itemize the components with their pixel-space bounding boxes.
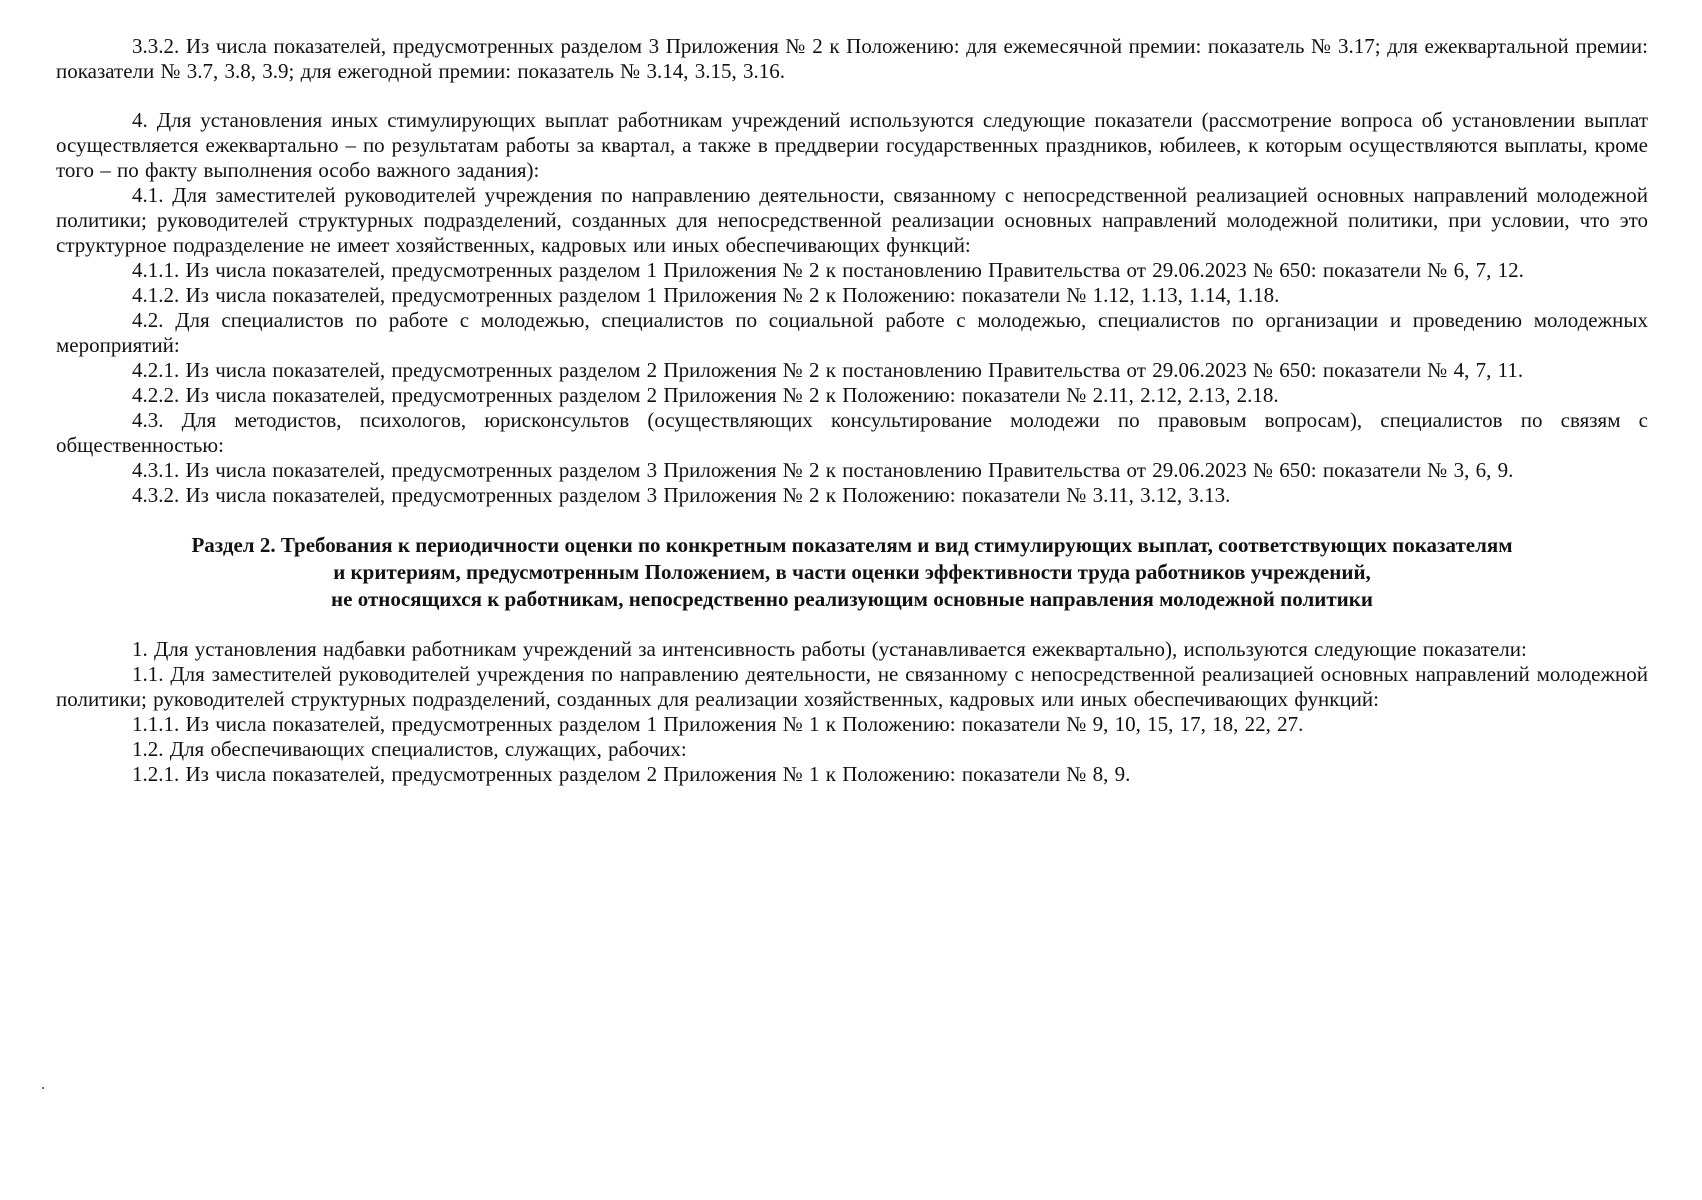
paragraph-s2-1-2-1: 1.2.1. Из числа показателей, предусмотренных разделом 2 Приложения № 1 к Положению: показатели № 8, 9.: [132, 762, 1131, 786]
paragraph-4-1-2: 4.1.2. Из числа показателей, предусмотренных разделом 1 Приложения № 2 к Положению: показатели № 1.12, 1.13, 1.14, 1.18.: [132, 283, 1280, 307]
scan-speck: [42, 1087, 44, 1089]
paragraph-4-3-1: 4.3.1. Из числа показателей, предусмотренных разделом 3 Приложения № 2 к постановлению Правительства от 29.06.2023 № 650: показатели № 3, 6, 9.: [132, 458, 1514, 482]
document-page: [56, 34, 1648, 787]
spacer: [56, 84, 1648, 108]
paragraph-4-1: 4.1. Для заместителей руководителей учреждения по направлению деятельности, связанному с непосредственной реализацией основных направлений молодежной политики; руководителей структурных подразделений, созданных для непосредственной реализации основных направлений молодежной политики, при условии, что это структурное подразделение не имеет хозяйственных, кадровых или иных обеспечивающих функций:: [56, 183, 1648, 257]
section-heading-line: не относящихся к работникам, непосредственно реализующим основные направления молодежной политики: [331, 587, 1373, 611]
spacer: [56, 613, 1648, 637]
paragraph-4-3-2: 4.3.2. Из числа показателей, предусмотренных разделом 3 Приложения № 2 к Положению: показатели № 3.11, 3.12, 3.13.: [132, 483, 1231, 507]
paragraph-4-2-1: 4.2.1. Из числа показателей, предусмотренных разделом 2 Приложения № 2 к постановлению Правительства от 29.06.2023 № 650: показатели № 4, 7, 11.: [132, 358, 1524, 382]
paragraph-s2-1-1-1: 1.1.1. Из числа показателей, предусмотренных разделом 1 Приложения № 1 к Положению: показатели № 9, 10, 15, 17, 18, 22, 27.: [132, 712, 1304, 736]
paragraph-s2-1-1: 1.1. Для заместителей руководителей учреждения по направлению деятельности, не связанному с непосредственной реализацией основных направлений молодежной политики; руководителей структурных подразделений, созданных для реализации хозяйственных, кадровых или иных обеспечивающих функций:: [56, 662, 1648, 711]
paragraph-4-2: 4.2. Для специалистов по работе с молодежью, специалистов по социальной работе с молодежью, специалистов по организации и проведению молодежных мероприятий:: [56, 308, 1648, 357]
paragraph-4-3: 4.3. Для методистов, психологов, юрисконсультов (осуществляющих консультирование молодежи по правовым вопросам), специалистов по связям с общественностью:: [56, 408, 1648, 457]
section-heading-line: и критериям, предусмотренным Положением, в части оценки эффективности труда работников учреждений,: [333, 560, 1371, 584]
section-heading-line: Раздел 2. Требования к периодичности оценки по конкретным показателям и вид стимулирующих выплат, соответствующих показателям: [191, 533, 1513, 557]
paragraph-4-1-1: 4.1.1. Из числа показателей, предусмотренных разделом 1 Приложения № 2 к постановлению Правительства от 29.06.2023 № 650: показатели № 6, 7, 12.: [132, 258, 1524, 282]
paragraph-4-2-2: 4.2.2. Из числа показателей, предусмотренных разделом 2 Приложения № 2 к Положению: показатели № 2.11, 2.12, 2.13, 2.18.: [132, 383, 1279, 407]
paragraph-s2-1: 1. Для установления надбавки работникам учреждений за интенсивность работы (устанавливается ежеквартально), используются следующие показатели:: [132, 637, 1527, 661]
paragraph-3-3-2: 3.3.2. Из числа показателей, предусмотренных разделом 3 Приложения № 2 к Положению: для ежемесячной премии: показатель № 3.17; для ежеквартальной премии: показатели № 3.7, 3.8, 3.9; для ежегодной премии: показатель № 3.14, 3.15, 3.16.: [56, 34, 1648, 83]
spacer: [56, 508, 1648, 532]
section-2-heading: [56, 532, 1648, 613]
paragraph-s2-1-2: 1.2. Для обеспечивающих специалистов, служащих, рабочих:: [132, 737, 687, 761]
paragraph-4: 4. Для установления иных стимулирующих выплат работникам учреждений используются следующие показатели (рассмотрение вопроса об установлении выплат осуществляется ежеквартально – по результатам работы за квартал, а также в преддверии государственных праздников, юбилеев, к которым осуществляются выплаты, кроме того – по факту выполнения особо важного задания):: [56, 108, 1648, 182]
